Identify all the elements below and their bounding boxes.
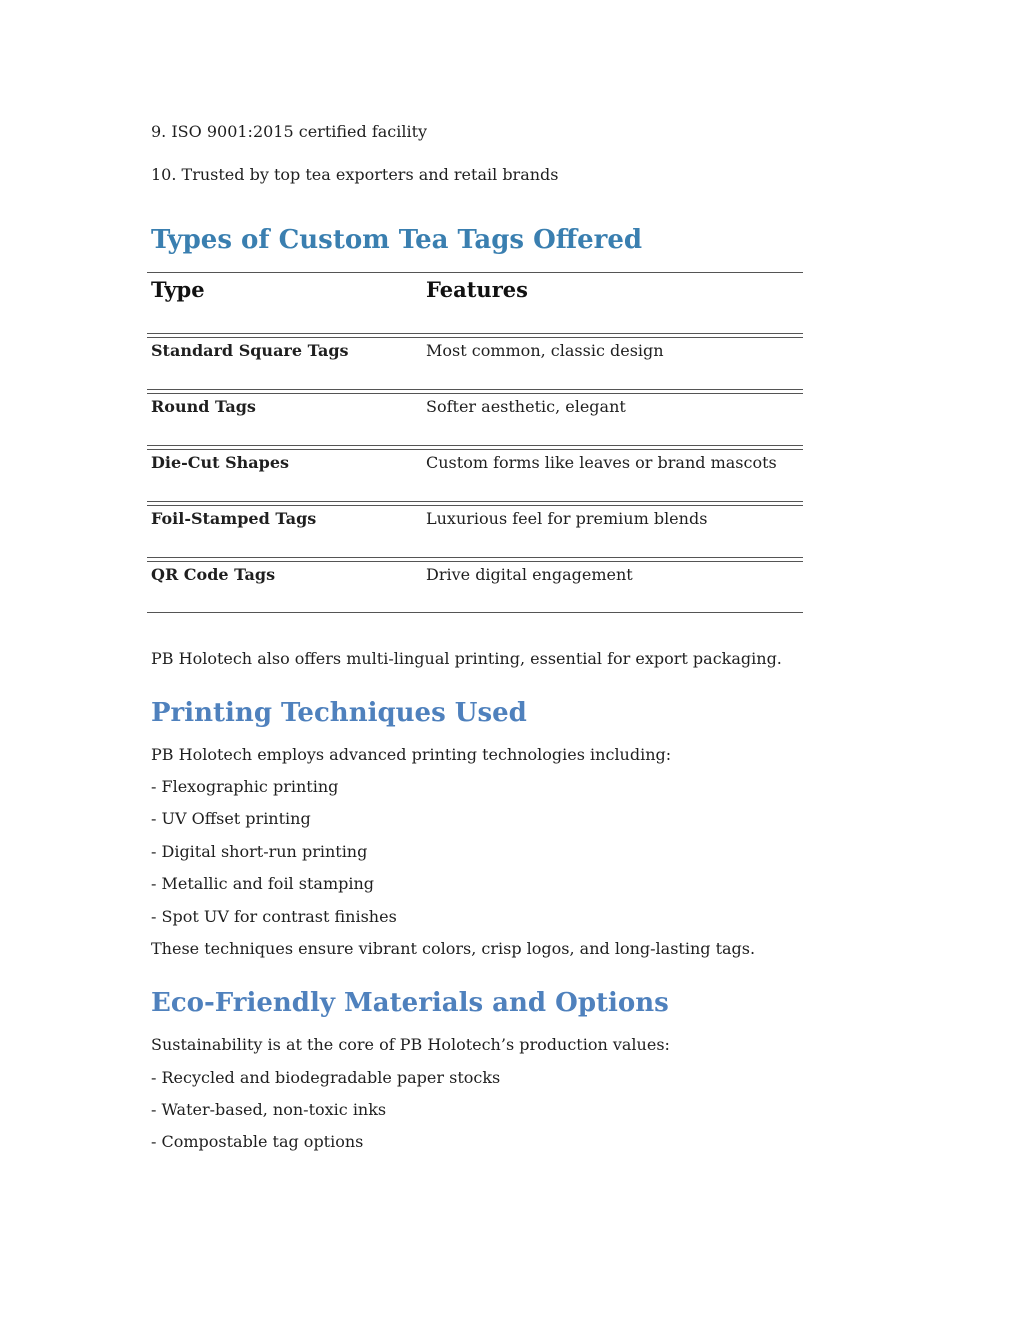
section-heading-types: Types of Custom Tea Tags Offered [151,225,643,255]
list-item: 10. Trusted by top tea exporters and retail brands [151,165,559,184]
section-heading-eco: Eco-Friendly Materials and Options [151,988,669,1018]
table-cell-type: Round Tags [151,397,256,416]
table-rule [147,389,803,394]
table-rule [147,501,803,506]
list-item: - Recycled and biodegradable paper stocks [151,1068,501,1087]
table-cell-type: Foil-Stamped Tags [151,509,317,528]
types-note: PB Holotech also offers multi-lingual printing, essential for export packaging. [151,649,782,668]
list-item: - Metallic and foil stamping [151,874,375,893]
table-cell-features: Custom forms like leaves or brand mascots [426,453,777,472]
table-rule [147,333,803,338]
list-item: - Digital short-run printing [151,842,368,861]
table-rule [147,272,803,273]
table-rule [147,557,803,562]
list-item: - UV Offset printing [151,809,311,828]
table-header-type: Type [151,277,205,302]
list-item: 9. ISO 9001:2015 certified facility [151,122,428,141]
table-cell-features: Luxurious feel for premium blends [426,509,708,528]
table-cell-type: Die-Cut Shapes [151,453,290,472]
table-header-features: Features [426,277,528,302]
list-item: - Water-based, non-toxic inks [151,1100,387,1119]
table-cell-type: Standard Square Tags [151,341,349,360]
printing-intro: PB Holotech employs advanced printing technologies including: [151,745,672,764]
eco-intro: Sustainability is at the core of PB Holotech’s production values: [151,1035,670,1054]
table-cell-features: Most common, classic design [426,341,664,360]
table-cell-features: Drive digital engagement [426,565,633,584]
table-rule [147,612,803,613]
table-rule [147,445,803,450]
section-heading-printing: Printing Techniques Used [151,698,527,728]
table-cell-features: Softer aesthetic, elegant [426,397,626,416]
list-item: - Spot UV for contrast finishes [151,907,397,926]
list-item: - Compostable tag options [151,1132,364,1151]
table-cell-type: QR Code Tags [151,565,276,584]
printing-outro: These techniques ensure vibrant colors, crisp logos, and long-lasting tags. [151,939,756,958]
list-item: - Flexographic printing [151,777,339,796]
